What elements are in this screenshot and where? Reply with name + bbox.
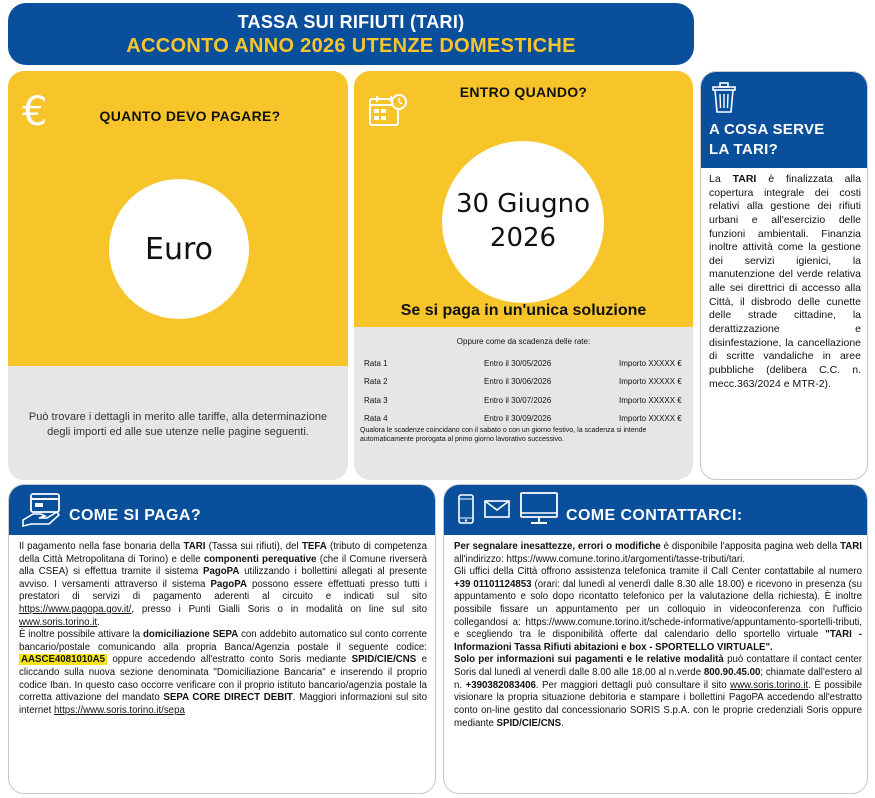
serve-text-a: La: [709, 173, 733, 185]
page-header: [8, 3, 694, 65]
installments-table: [364, 354, 688, 428]
date-day-month: 30 Giugno: [455, 189, 591, 220]
text-run: . È possibile visionare la propria situazione debitoria e stampare i bollettini PagoPA accedendo all'estratto conto on-line gestito dal concessionario SORIS S.p.A. con le proprie credenziali Soris oppure mediante: [454, 679, 862, 729]
soris-site-link[interactable]: www.soris.torino.it: [730, 679, 809, 691]
serve-panel: [700, 71, 868, 480]
contatti-title: COME CONTATTARCI:: [566, 507, 743, 524]
text-run: utilizzando i bollettini allegati al presente avviso. I versamenti attraverso il sistema: [19, 566, 428, 590]
contatti-text: [454, 541, 862, 730]
quanto-panel: [8, 71, 348, 480]
euro-icon: €: [22, 89, 48, 135]
text-run: È inoltre possibile attivare la: [19, 629, 143, 641]
paga-paragraph-2: [19, 629, 427, 717]
soris-link[interactable]: www.soris.torino.it: [19, 616, 98, 628]
mail-icon: [484, 500, 510, 523]
text-run-bold: Solo per informazioni sui pagamenti e le relative modalità: [454, 654, 724, 666]
paga-paragraph-1: [19, 541, 427, 629]
text-run: all'indirizzo: https://www.comune.torino.it/argomenti/tasse-tributi/tari.: [454, 553, 745, 565]
installment-amount: Importo XXXXX €: [619, 395, 682, 405]
text-run: (che il Comune riverserà alla CSEA) si effettua tramite il sistema: [19, 553, 427, 578]
monitor-icon: [520, 492, 558, 531]
serve-text-tari: TARI: [732, 173, 757, 185]
text-run-bold: SPID/CIE/CNS: [496, 717, 562, 729]
text-run: (orari: dal lunedì al venerdì dalle 8.30 alle 18.00) e ricevono in presenza (su appuntamento e solo dopo ricontatto telefonico per la valutazione della richiesta). È inoltre possibile fissare un appuntamento per un colloquio in videoconferenza con l'ufficio collegandosi a: https://www.comune.torino.it/schede-informative/appuntamento-sportelli-tributi, e scegliendo tra le disponibilità offerte dal calendario dello sportello virtuale: [454, 578, 862, 641]
text-run-bold: "TARI - Informazioni Tassa Rifiuti abitazioni e box - SPORTELLO VIRTUALE".: [454, 629, 862, 653]
installment-row: [364, 354, 688, 373]
text-run: (Tassa sui rifiuti), del: [205, 541, 302, 552]
paga-title: COME SI PAGA?: [69, 507, 202, 524]
text-run-bold: TARI: [840, 541, 862, 552]
contact-icons: [458, 492, 558, 531]
header-title: TASSA SUI RIFIUTI (TARI): [237, 12, 465, 32]
phone-number: +39 01101124853: [454, 578, 532, 590]
sepa-link[interactable]: https://www.soris.torino.it/sepa: [54, 704, 185, 716]
text-run: possono essere effettuati presso tutti i prestatori di servizi di pagamento aderenti al circuito e indicati sul sito: [19, 578, 428, 603]
quando-question: ENTRO QUANDO?: [459, 84, 588, 100]
text-run: . Maggiori informazioni sul sito internet: [19, 692, 427, 716]
toll-free-number: 800.90.45.00: [703, 667, 761, 679]
paga-panel: [8, 484, 436, 794]
installment-amount: Importo XXXXX €: [619, 358, 682, 368]
installment-amount: Importo XXXXX €: [619, 377, 682, 387]
text-run: è disponibile l'apposita pagina web della: [660, 541, 841, 552]
contatti-panel: [443, 484, 868, 794]
contatti-paragraph-1: [454, 541, 862, 566]
pagopa-link[interactable]: https://www.pagopa.gov.it/: [19, 604, 132, 616]
installment-deadline: Entro il 30/07/2026: [484, 395, 552, 405]
text-run-bold: domiciliazione SEPA: [143, 629, 239, 641]
amount-value: Euro: [145, 231, 213, 267]
installment-amount: Importo XXXXX €: [619, 414, 682, 424]
text-run: Gli uffici della Città offrono assistenza telefonica tramite il Call Center contattabile al numero: [454, 566, 862, 578]
date-circle: [442, 141, 604, 303]
serve-text-c: è finalizzata alla copertura integrale dei costi relativi alla gestione dei rifiuti urbani e all'esercizio delle funzioni ambientali. Finanzia inoltre attività come la gestione dei servizi igienici, la manutenzione del verde relativa alle sei direttrici di accesso alla Città, il disbrodo delle cunette delle strade cittadine, la derattizzazione e disinfestazione, la cancellazione di scritte vandaliche in aree pubbliche (delibera C.C. n. mecc.363/2024 e MTR-2).: [709, 173, 861, 390]
installment-name: Rata 1: [364, 358, 388, 368]
text-run-bold: PagoPA: [203, 566, 240, 578]
text-run-bold: TARI: [183, 541, 206, 552]
abroad-number: +390382083406: [465, 679, 536, 691]
trash-bin-icon: [711, 82, 737, 119]
contatti-paragraph-2: [454, 566, 862, 654]
installment-deadline: Entro il 30/05/2026: [484, 358, 552, 368]
serve-text: [709, 173, 861, 391]
amount-circle: [109, 179, 249, 319]
text-run: oppure accedendo all'estratto conto Soris mediante: [107, 654, 352, 666]
text-run: , presso i Punti Gialli Soris o in modalità on line sul sito: [131, 604, 427, 616]
contatti-paragraph-3: [454, 654, 862, 730]
installment-row: [364, 373, 688, 392]
smartphone-icon: [458, 494, 474, 529]
text-run: ; chiamate dall'estero al n.: [454, 667, 863, 691]
single-payment-label: Se si paga in un'unica soluzione: [400, 302, 647, 319]
installment-name: Rata 4: [364, 414, 388, 424]
installments-intro: Oppure come da scadenza delle rate:: [456, 337, 591, 346]
text-run: può contattare il contact center Soris dal lunedì al venerdì dalle 8.00 alle 18.00 al n.verde: [454, 654, 862, 679]
installment-name: Rata 2: [364, 377, 388, 387]
installment-deadline: Entro il 30/06/2026: [484, 377, 552, 387]
quando-panel: [354, 71, 693, 480]
date-year: 2026: [489, 223, 557, 253]
sepa-code: AASCE4081010A5: [21, 654, 106, 666]
text-run: (tributo di competenza della Città Metropolitana di Torino) e delle: [19, 541, 427, 565]
serve-title: [709, 120, 825, 159]
text-run-bold: Per segnalare inesattezze, errori o modifiche: [454, 541, 661, 552]
text-run-bold: SEPA CORE DIRECT DEBIT: [163, 692, 293, 704]
text-run-bold: PagoPA: [210, 578, 247, 590]
text-run: e cliccando sulla nuova sezione denominata "Domiciliazione Bancaria" e inserendo il proprio codice Iban. In questo caso occorre verificare con il proprio istituto bancario/agenzia postale la corretta attivazione del mandato: [19, 654, 427, 704]
header-subtitle: ACCONTO ANNO 2026 UTENZE DOMESTICHE: [126, 35, 576, 57]
quanto-note: Può trovare i dettagli in merito alle tariffe, alla determinazione degli importi ed alle sue utenze nelle pagine seguenti.: [28, 411, 328, 438]
text-run-bold: TEFA: [301, 541, 327, 552]
paga-text: [19, 541, 427, 718]
text-run: . Per maggiori dettagli può consultare il sito: [535, 679, 731, 691]
text-run-bold: componenti perequative: [203, 553, 317, 565]
text-run: .: [561, 717, 564, 729]
serve-title-line1: A COSA SERVE: [709, 121, 825, 138]
installment-deadline: Entro il 30/09/2026: [484, 414, 552, 424]
text-run: con addebito automatico sul conto corrente bancario/postale comunicando alla propria Banca/Agenzia postale il seguente codice:: [19, 629, 428, 653]
text-run: Il pagamento nella fase bonaria della: [19, 541, 184, 552]
payment-icon: [21, 490, 65, 533]
text-run: .: [97, 616, 100, 628]
quanto-question: QUANTO DEVO PAGARE?: [99, 108, 281, 124]
text-run-bold: SPID/CIE/CNS: [351, 654, 417, 666]
installment-name: Rata 3: [364, 395, 388, 405]
deadline-footnote: Qualora le scadenze coincidano con il sabato o con un giorno festivo, la scadenza si intende automaticamente prorogata al primo giorno lavorativo successivo.: [360, 427, 647, 444]
serve-title-line2: LA TARI?: [709, 140, 779, 158]
installment-row: [364, 391, 688, 410]
